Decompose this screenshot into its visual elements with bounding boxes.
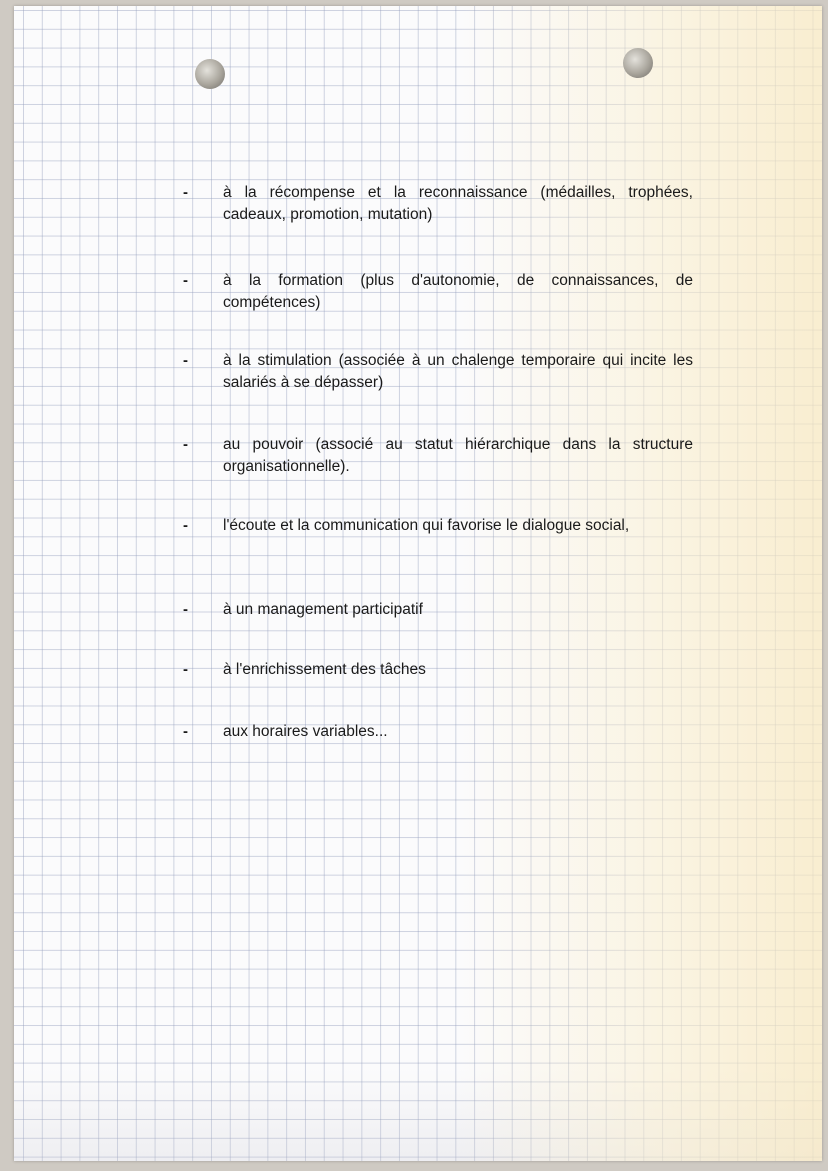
list-item [183, 350, 693, 394]
list-dash: - [183, 517, 188, 534]
list-item [183, 434, 693, 478]
list-item-text: à la récompense et la reconnaissance (médailles, trophées, cadeaux, promotion, mutation) [223, 184, 693, 223]
list-dash: - [183, 184, 188, 201]
bullet-list [14, 6, 822, 1161]
list-item-text: à la stimulation (associée à un chalenge temporaire qui incite les salariés à se dépasser) [223, 352, 693, 391]
list-item [183, 599, 693, 621]
list-dash: - [183, 436, 188, 453]
list-dash: - [183, 601, 188, 618]
list-item [183, 270, 693, 314]
list-item-text: à un management participatif [223, 601, 423, 618]
graph-paper-sheet [14, 6, 822, 1161]
list-dash: - [183, 661, 188, 678]
list-dash: - [183, 352, 188, 369]
list-dash: - [183, 723, 188, 740]
list-dash: - [183, 272, 188, 289]
list-item [183, 515, 693, 537]
list-item-text: l'écoute et la communication qui favorise le dialogue social, [223, 517, 630, 534]
list-item [183, 659, 693, 681]
list-item [183, 721, 693, 743]
list-item-text: aux horaires variables... [223, 723, 388, 740]
list-item [183, 182, 693, 226]
list-item-text: à la formation (plus d'autonomie, de connaissances, de compétences) [223, 272, 693, 311]
list-item-text: au pouvoir (associé au statut hiérarchique dans la structure organisationnelle). [223, 436, 693, 475]
list-item-text: à l'enrichissement des tâches [223, 661, 426, 678]
